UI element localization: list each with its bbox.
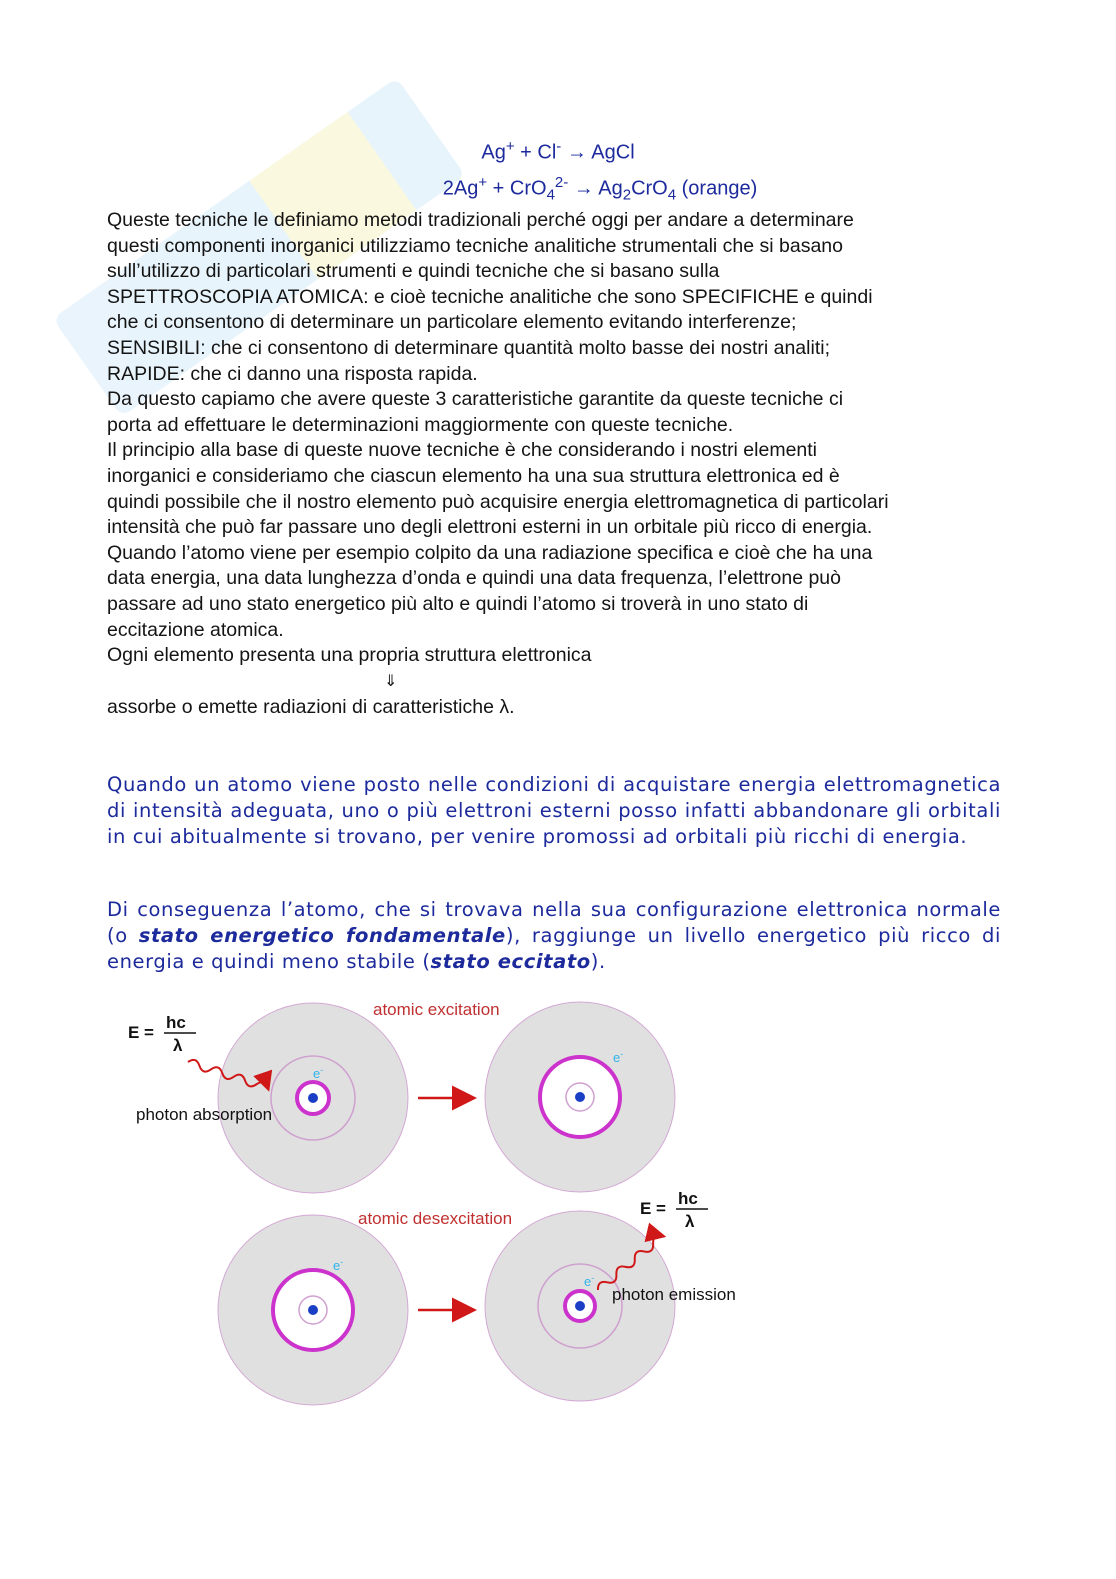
electron-label: e-	[313, 1065, 324, 1081]
photon-emission-label: photon emission	[612, 1285, 736, 1304]
term-excited-state: stato eccitato	[430, 950, 591, 973]
atom-emission	[485, 1211, 675, 1401]
atom-excited	[485, 1002, 675, 1192]
electron-label: e-	[613, 1049, 624, 1065]
equation-silver-chromate: $2Ag^+ + CrO_4^{2-} \to Ag_2CrO_4$ (orange)	[442, 174, 758, 204]
svg-text:E =: E =	[640, 1199, 666, 1218]
text-line: assorbe o emette radiazioni di caratteristiche λ.	[107, 695, 515, 718]
text-line: inorganici e consideriamo che ciascun elemento ha una sua struttura elettronica ed è	[107, 464, 840, 487]
atomic-excitation-label: atomic excitation	[373, 1000, 500, 1019]
text-line: Ogni elemento presenta una propria struttura elettronica	[107, 644, 592, 667]
atom-absorption	[218, 1003, 408, 1193]
energy-formula-emission	[640, 1189, 708, 1231]
text-line: Da questo capiamo che avere queste 3 caratteristiche garantite da queste tecniche ci	[107, 388, 844, 411]
text-line: sull’utilizzo di particolari strumenti e quindi tecniche che si basano sulla	[107, 260, 720, 283]
paragraph-excitation: Quando un atomo viene posto nelle condizioni di acquistare energia elettromagnetica di intensità adeguata, uno o più elettroni esterni posso infatti abbandonare gli orbitali in cui abitualmente si trovano, per venire promossi ad orbitali più ricchi di energia.	[107, 773, 1001, 848]
svg-text:E =: E =	[128, 1023, 154, 1042]
text-line: SPETTROSCOPIA ATOMICA: e cioè tecniche analitiche che sono SPECIFICHE e quindi	[107, 285, 873, 308]
text-line: RAPIDE: che ci danno una risposta rapida.	[107, 362, 478, 385]
text-line: porta ad effettuare le determinazioni maggiormente con queste tecniche.	[107, 413, 734, 436]
paragraph-excited-state: Di conseguenza l’atomo, che si trovava nella sua configurazione elettronica normale (o stato energetico fondamentale), raggiunge un livello energetico più ricco di energia e quindi meno stabile (stato eccitato).	[107, 898, 1001, 973]
text-line: che ci consentono di determinare un particolare elemento evitando interferenze;	[107, 311, 797, 334]
text-line: data energia, una data lunghezza d’onda e quindi una data frequenza, l’elettrone può	[107, 567, 841, 590]
text-line: Queste tecniche le definiamo metodi tradizionali perché oggi per andare a determinare	[107, 209, 854, 231]
atomic-desexcitation-label: atomic desexcitation	[358, 1209, 513, 1228]
svg-text:hc: hc	[166, 1013, 186, 1032]
text-line: quindi possibile che il nostro elemento può acquisire energia elettromagnetica di particolari	[107, 490, 889, 513]
text-line: intensità che può far passare uno degli elettroni esterni in un orbitale più ricco di energia.	[107, 516, 873, 539]
svg-text:λ: λ	[173, 1036, 183, 1055]
down-arrow-icon: ⇓	[384, 672, 398, 690]
text-line: Quando l’atomo viene per esempio colpito da una radiazione specifica e cioè che ha una	[107, 541, 873, 564]
electron-label: e-	[584, 1273, 595, 1289]
text-line: passare ad uno stato energetico più alto e quindi l’atomo si troverà in uno stato di	[107, 592, 809, 615]
electron-label: e-	[333, 1257, 344, 1273]
term-ground-state: stato energetico fondamentale	[138, 924, 506, 947]
text-line: eccitazione atomica.	[107, 618, 284, 641]
svg-text:λ: λ	[685, 1212, 695, 1231]
svg-text:hc: hc	[678, 1189, 698, 1208]
text-line: questi componenti inorganici utilizziamo tecniche analitiche strumentali che si basano	[107, 234, 843, 257]
atomic-excitation-diagram	[110, 990, 770, 1410]
equation-silver-chloride: Ag+ + Cl- → AgCl	[481, 138, 635, 164]
atom-desexcitation	[218, 1215, 408, 1405]
photon-absorption-label: photon absorption	[136, 1105, 273, 1124]
down-arrow-row	[107, 669, 1007, 695]
text-line: SENSIBILI: che ci consentono di determinare quantità molto basse dei nostri analiti;	[107, 336, 830, 359]
text-line: Il principio alla base di queste nuove tecniche è che considerando i nostri elementi	[107, 439, 818, 462]
body-text	[107, 208, 1007, 720]
energy-formula-absorption	[128, 1013, 196, 1055]
